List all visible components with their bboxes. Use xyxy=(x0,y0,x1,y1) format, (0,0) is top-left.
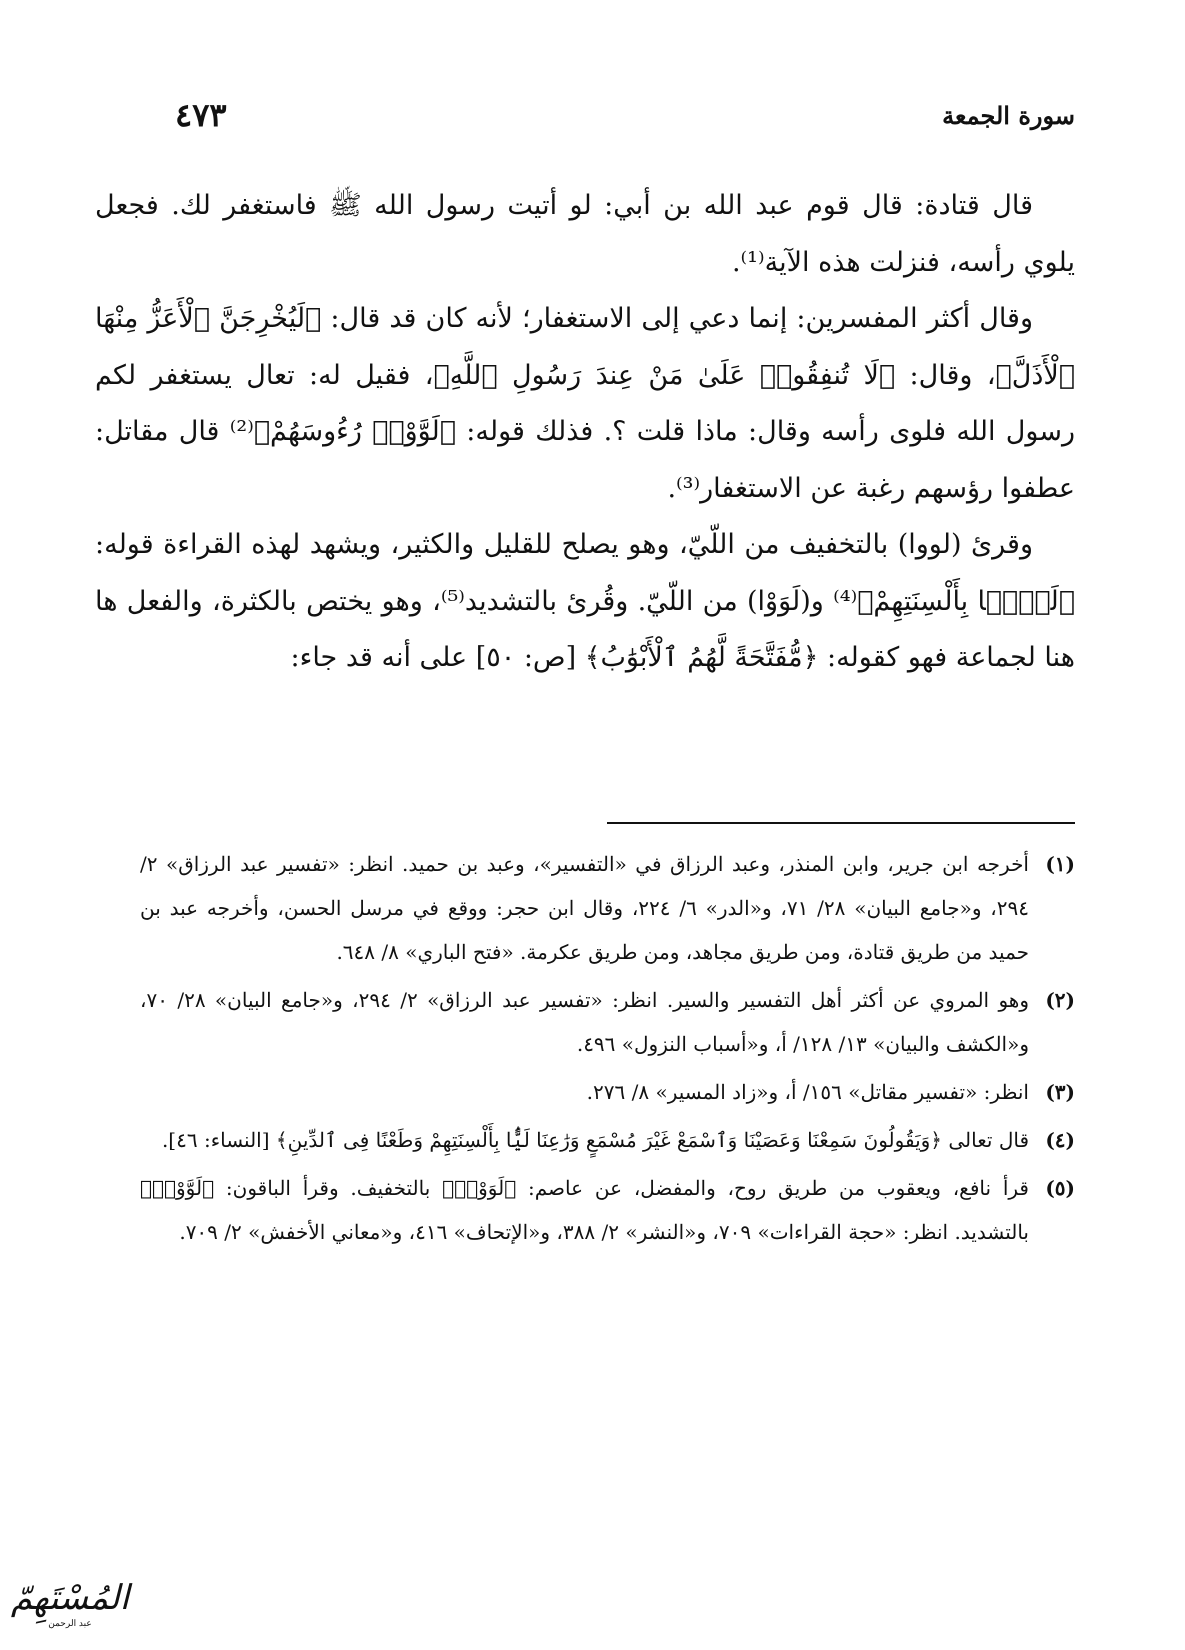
footnote xyxy=(140,1166,1075,1254)
footnote-number: (٤) xyxy=(1045,1128,1075,1152)
watermark-logo xyxy=(10,1578,130,1638)
footnote-text: انظر: «تفسير مقاتل» ١٥٦/ أ، و«زاد المسير» ٨/ ٢٧٦. xyxy=(586,1080,1029,1104)
footnotes xyxy=(140,842,1075,1258)
footnote xyxy=(140,978,1075,1066)
footnote-number: (١) xyxy=(1045,852,1075,876)
footnote-number: (٥) xyxy=(1045,1176,1075,1200)
footnote xyxy=(140,842,1075,974)
page-header xyxy=(175,95,1075,135)
paragraph: قال قتادة: قال قوم عبد الله بن أبي: لو أتيت رسول الله ﷺ فاستغفر لك. فجعل يلوي رأسه، فنزلت هذه الآية⁽¹⁾. xyxy=(95,190,1075,278)
paragraph: وقال أكثر المفسرين: إنما دعي إلى الاستغفار؛ لأنه كان قد قال: ﴿لَيُخْرِجَنَّ ٱلْأَعَزُّ مِنْهَا ٱلْأَذَلَّ﴾، وقال: ﴿لَا تُنفِقُوا۟ عَلَىٰ مَنْ عِندَ رَسُولِ ٱللَّهِ﴾، فقيل له: تعال يستغفر لكم رسول الله فلوى رأسه وقال: ماذا قلت ؟. فذلك قوله: ﴿لَوَّوْا۟ رُءُوسَهُمْ﴾⁽²⁾ قال مقاتل: عطفوا رؤسهم رغبة عن الاستغفار⁽³⁾. xyxy=(95,303,1075,504)
footnote xyxy=(140,1070,1075,1114)
watermark-sub: عبد الرحمن xyxy=(48,1619,92,1629)
footnote-number: (٢) xyxy=(1045,988,1075,1012)
footnote-text: أخرجه ابن جرير، وابن المنذر، وعبد الرزاق في «التفسير»، وعبد بن حميد. انظر: «تفسير عبد الرزاق» ٢/ ٢٩٤، و«جامع البيان» ٢٨/ ٧١، و«الدر» ٦/ ٢٢٤، وقال ابن حجر: ووقع في مرسل الحسن، وأخرجه عبد بن حميد من طريق قتادة، ومن طريق مجاهد، ومن طريق عكرمة. «فتح الباري» ٨/ ٦٤٨. xyxy=(140,852,1029,964)
footnote-text: وهو المروي عن أكثر أهل التفسير والسير. انظر: «تفسير عبد الرزاق» ٢/ ٢٩٤، و«جامع البيان» ٢٨/ ٧٠، و«الكشف والبيان» ١٣/ ١٢٨/ أ، و«أسباب النزول» ٤٩٦. xyxy=(140,988,1029,1056)
main-text xyxy=(95,178,1075,687)
footnote-number: (٣) xyxy=(1045,1080,1075,1104)
footnote xyxy=(140,1118,1075,1162)
watermark-main: المُسْتَهِمّ xyxy=(10,1578,130,1618)
page-number: ٤٧٣ xyxy=(175,96,227,134)
footnote-divider xyxy=(607,822,1075,824)
chapter-title: سورة الجمعة xyxy=(942,100,1075,130)
paragraph: وقرئ (لووا) بالتخفيف من اللّيّ، وهو يصلح للقليل والكثير، ويشهد لهذه القراءة قوله: ﴿لَيًّۢا بِأَلْسِنَتِهِمْ﴾⁽⁴⁾ و(لَوَوْا) من اللّيّ. وقُرئ بالتشديد⁽⁵⁾، وهو يختص بالكثرة، والفعل ها هنا لجماعة فهو كقوله: ﴿مُّفَتَّحَةً لَّهُمُ ٱلْأَبْوَٰبُ﴾ [ص: ٥٠] على أنه قد جاء: xyxy=(95,529,1075,673)
footnote-text: قرأ نافع، ويعقوب من طريق روح، والمفضل، عن عاصم: ﴿لَوَوْا۟﴾ بالتخفيف. وقرأ الباقون: ﴿لَوَّوْا۟﴾ بالتشديد. انظر: «حجة القراءات» ٧٠٩، و«النشر» ٢/ ٣٨٨، و«الإتحاف» ٤١٦، و«معاني الأخفش» ٢/ ٧٠٩. xyxy=(140,1176,1029,1244)
footnote-text: قال تعالى ﴿وَيَقُولُونَ سَمِعْنَا وَعَصَيْنَا وَٱسْمَعْ غَيْرَ مُسْمَعٍ وَرَٰعِنَا لَيًّۢا بِأَلْسِنَتِهِمْ وَطَعْنًا فِى ٱلدِّينِ﴾ [النساء: ٤٦]. xyxy=(161,1128,1029,1152)
